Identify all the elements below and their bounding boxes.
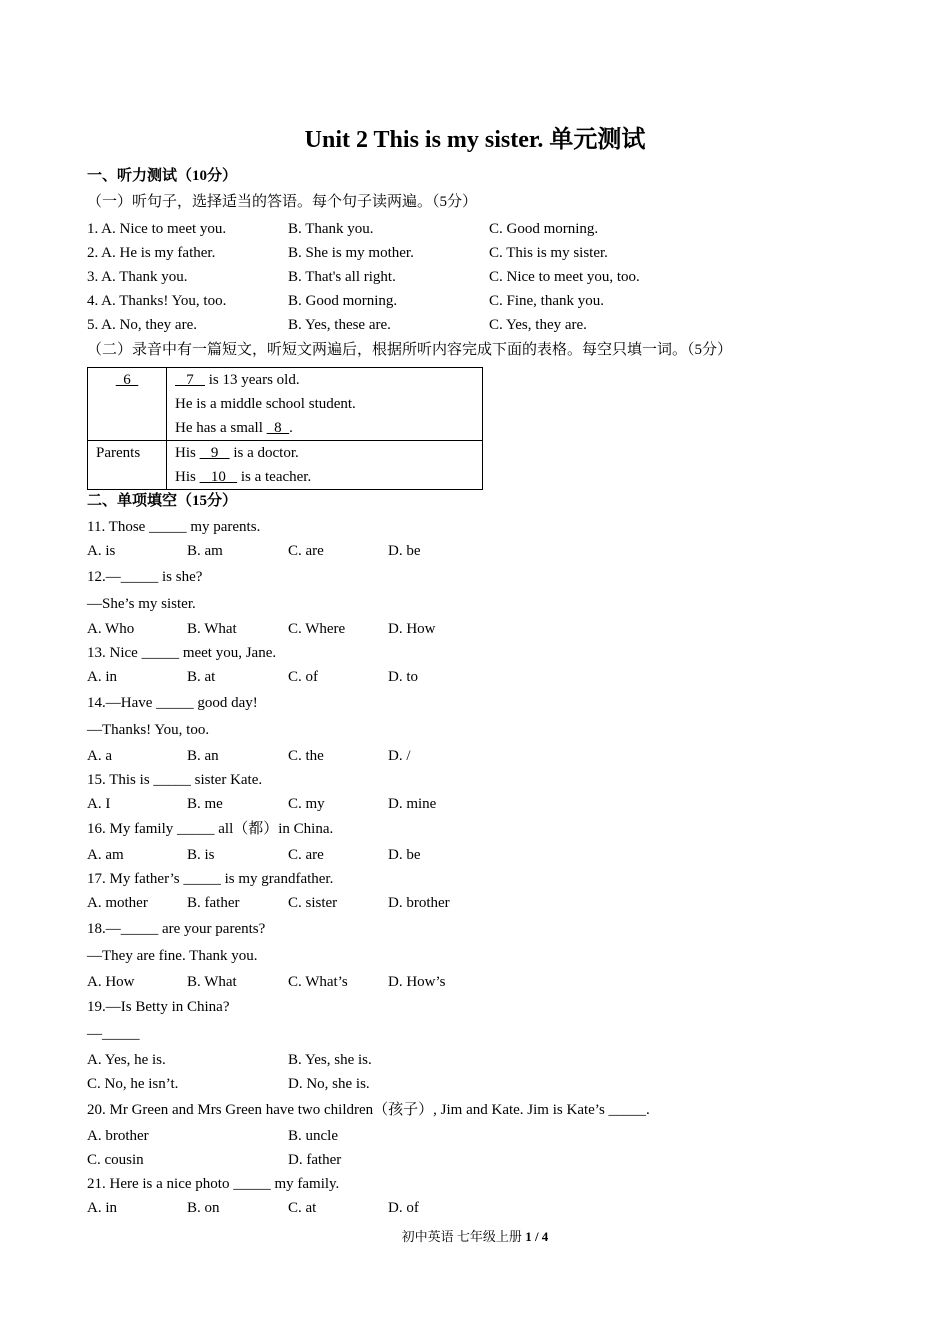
q15-option-b: B. me [187,796,223,812]
row2-line1-prefix: His [175,445,200,461]
q20-option-b: B. uncle [288,1128,338,1144]
q15-stem: 15. This is _____ sister Kate. [87,772,263,788]
q4-option-a: 4. A. Thanks! You, too. [87,293,227,309]
page-footer [0,1228,950,1246]
q14-option-a: A. a [87,748,112,764]
table-cell-label [88,441,167,490]
row1-line1-text: is 13 years old. [205,372,300,388]
q18-reply: —They are fine. Thank you. [87,948,258,964]
page-number: 1 / 4 [525,1229,549,1244]
q20-option-a: A. brother [87,1128,149,1144]
q17-stem: 17. My father’s _____ is my grandfather. [87,871,334,887]
table-row [88,368,483,441]
q15-option-d: D. mine [388,796,437,812]
q19-option-c: C. No, he isn’t. [87,1076,179,1092]
q13-option-d: D. to [388,669,418,685]
row2-line1-suffix: is a doctor. [229,445,299,461]
q20-stem: 20. Mr Green and Mrs Green have two children（孩子）, Jim and Kate. Jim is Kate’s _____. [87,1102,650,1118]
listening-table [87,367,483,490]
q11-stem: 11. Those _____ my parents. [87,519,261,535]
q19-reply: —_____ [87,1026,140,1042]
q12-reply: —She’s my sister. [87,596,196,612]
q2-option-c: C. This is my sister. [489,245,608,261]
q2-option-b: B. She is my mother. [288,245,414,261]
blank-6: 6 [115,372,139,388]
q17-option-a: A. mother [87,895,148,911]
q20-option-c: C. cousin [87,1152,144,1168]
q21-option-b: B. on [187,1200,220,1216]
table-row [88,441,483,490]
q21-option-a: A. in [87,1200,117,1216]
q11-option-d: D. be [388,543,421,559]
q13-option-b: B. at [187,669,216,685]
q16-stem: 16. My family _____ all（都）in China. [87,821,334,837]
q18-option-b: B. What [187,974,237,990]
q18-stem: 18.—_____ are your parents? [87,921,266,937]
q12-option-a: A. Who [87,621,135,637]
q14-option-d: D. / [388,748,411,764]
q21-stem: 21. Here is a nice photo _____ my family. [87,1176,340,1192]
q5-option-c: C. Yes, they are. [489,317,587,333]
q16-option-b: B. is [187,847,215,863]
q13-stem: 13. Nice _____ meet you, Jane. [87,645,277,661]
q19-option-b: B. Yes, she is. [288,1052,372,1068]
parents-label: Parents [96,445,141,461]
q20-option-d: D. father [288,1152,342,1168]
q14-stem: 14.—Have _____ good day! [87,695,258,711]
q1-option-c: C. Good morning. [489,221,599,237]
partB-instruction: （二）录音中有一篇短文，听短文两遍后，根据所听内容完成下面的表格。每空只填一词。（5分） [87,342,733,358]
q11-option-c: C. are [288,543,324,559]
q12-option-c: C. Where [288,621,346,637]
partA-instruction: （一）听句子，选择适当的答语。每个句子读两遍。（5分） [87,194,478,210]
q5-option-a: 5. A. No, they are. [87,317,197,333]
table-cell-label [88,368,167,441]
table-cell-content [167,441,483,490]
q19-option-d: D. No, she is. [288,1076,370,1092]
q1-option-b: B. Thank you. [288,221,374,237]
row1-line2: He is a middle school student. [175,396,356,412]
q16-option-c: C. are [288,847,324,863]
q17-option-d: D. brother [388,895,450,911]
q12-stem: 12.—_____ is she? [87,569,203,585]
q12-option-d: D. How [388,621,436,637]
q15-option-c: C. my [288,796,325,812]
q4-option-c: C. Fine, thank you. [489,293,604,309]
row1-line3-prefix: He has a small [175,420,267,436]
q3-option-a: 3. A. Thank you. [87,269,188,285]
table-cell-content [167,368,483,441]
section1-heading: 一、听力测试（10分） [87,168,238,184]
blank-9: 9 [199,445,230,461]
page-title: Unit 2 This is my sister. 单元测试 [304,127,646,153]
blank-8: 8 [266,420,290,436]
blank-7: 7 [175,372,205,388]
q14-reply: —Thanks! You, too. [87,722,210,738]
q13-option-a: A. in [87,669,117,685]
q14-option-c: C. the [288,748,324,764]
row1-line3-suffix: . [289,420,293,436]
section2-heading: 二、单项填空（15分） [87,493,238,509]
q19-option-a: A. Yes, he is. [87,1052,166,1068]
q14-option-b: B. an [187,748,219,764]
q18-option-c: C. What’s [288,974,348,990]
q21-option-d: D. of [388,1200,419,1216]
q4-option-b: B. Good morning. [288,293,398,309]
q3-option-b: B. That's all right. [288,269,396,285]
row2-line2-suffix: is a teacher. [237,469,312,485]
q1-option-a: 1. A. Nice to meet you. [87,221,227,237]
q12-option-b: B. What [187,621,237,637]
q17-option-c: C. sister [288,895,338,911]
q19-stem: 19.—Is Betty in China? [87,999,230,1015]
row2-line2-prefix: His [175,469,200,485]
q18-option-d: D. How’s [388,974,446,990]
footer-text: 初中英语 七年级上册 [401,1229,526,1244]
q11-option-a: A. is [87,543,116,559]
q13-option-c: C. of [288,669,318,685]
q16-option-d: D. be [388,847,421,863]
q15-option-a: A. I [87,796,111,812]
q5-option-b: B. Yes, these are. [288,317,391,333]
q2-option-a: 2. A. He is my father. [87,245,216,261]
blank-10: 10 [199,469,238,485]
q3-option-c: C. Nice to meet you, too. [489,269,640,285]
q21-option-c: C. at [288,1200,317,1216]
q17-option-b: B. father [187,895,240,911]
q18-option-a: A. How [87,974,135,990]
q16-option-a: A. am [87,847,124,863]
q11-option-b: B. am [187,543,223,559]
